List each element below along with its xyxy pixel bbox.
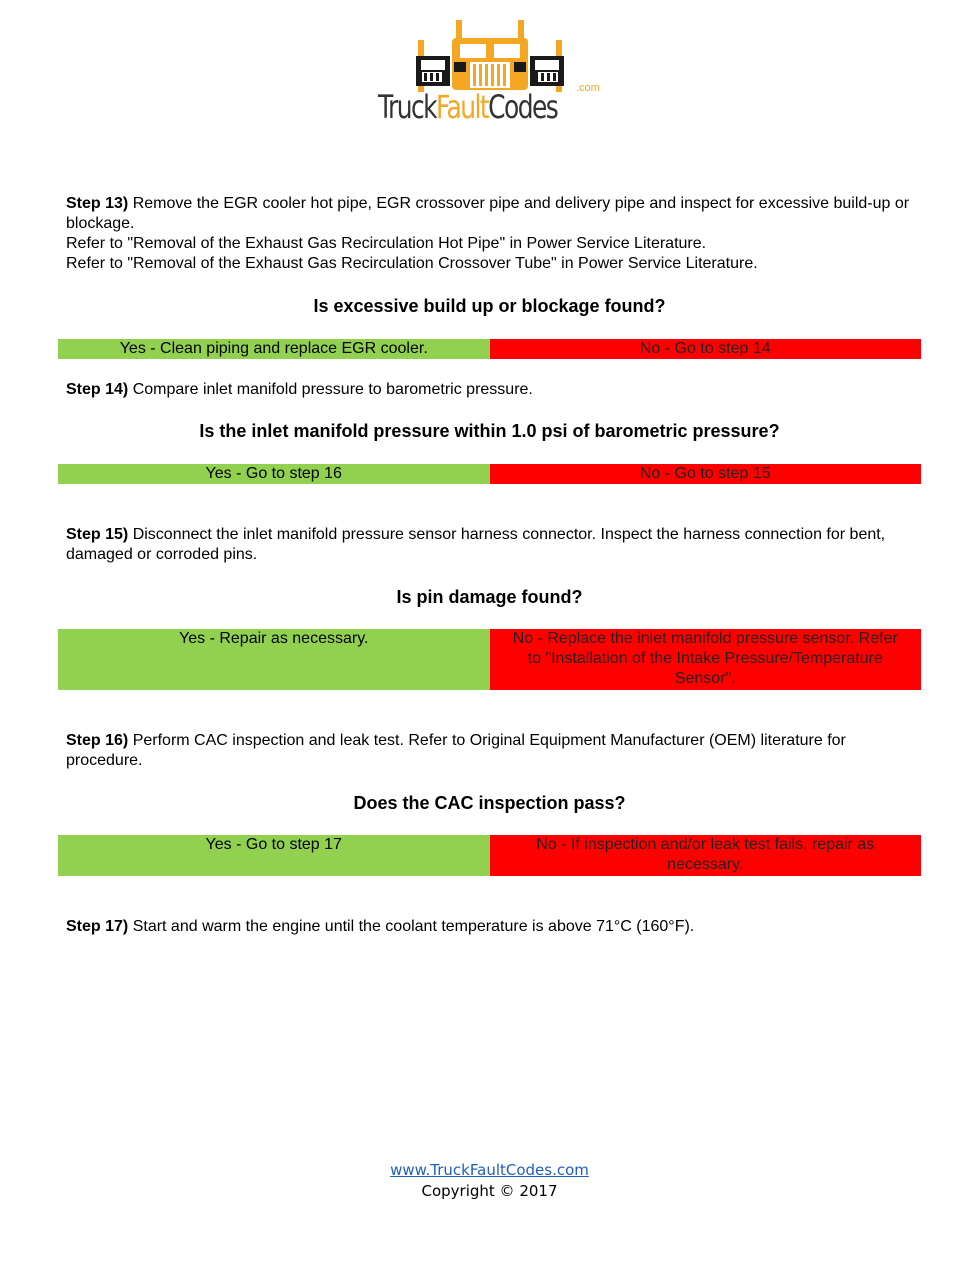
step-17-paragraph — [66, 917, 916, 937]
step-15-paragraph — [66, 525, 916, 565]
step-13-paragraph — [66, 194, 916, 274]
no-answer: No - Replace the inlet manifold pressure sensor. Refer to "Installation of the Intake Pressure/Temperature Sensor". — [490, 629, 922, 690]
no-answer: No - Go to step 15 — [490, 464, 922, 484]
step-13-answers — [58, 339, 921, 359]
step-15-answers — [58, 629, 921, 690]
yes-answer: Yes - Repair as necessary. — [58, 629, 490, 690]
step-text: Remove the EGR cooler hot pipe, EGR crossover pipe and delivery pipe and inspect for excessive build-up or blockage. — [66, 195, 910, 232]
step-label: Step 14) — [66, 381, 129, 398]
step-label: Step 13) — [66, 195, 129, 212]
step-15-question: Is pin damage found? — [396, 587, 583, 607]
step-label: Step 17) — [66, 918, 129, 935]
step-text: Compare inlet manifold pressure to barometric pressure. — [128, 381, 533, 398]
step-16-answers — [58, 835, 921, 876]
logo-wordmark: TruckFaultCodes — [378, 88, 558, 126]
no-answer: No - Go to step 14 — [490, 339, 922, 359]
yes-answer: Yes - Go to step 17 — [58, 835, 490, 876]
yes-answer: Yes - Go to step 16 — [58, 464, 490, 484]
step-label: Step 16) — [66, 732, 129, 749]
website-link[interactable]: www.TruckFaultCodes.com — [390, 1161, 589, 1179]
step-reference: Refer to "Removal of the Exhaust Gas Recirculation Hot Pipe" in Power Service Literature. — [66, 235, 707, 252]
page-footer — [0, 1160, 979, 1202]
truck-icon — [414, 20, 566, 92]
step-reference: Refer to "Removal of the Exhaust Gas Recirculation Crossover Tube" in Power Service Literature. — [66, 255, 758, 272]
step-text: Start and warm the engine until the coolant temperature is above 71°C (160°F). — [128, 918, 695, 935]
step-14-question: Is the inlet manifold pressure within 1.0 psi of barometric pressure? — [199, 421, 780, 441]
copyright-text: Copyright © 2017 — [421, 1182, 558, 1200]
step-text: Disconnect the inlet manifold pressure sensor harness connector. Inspect the harness connection for bent, damaged or corroded pins. — [66, 526, 886, 563]
step-14-paragraph — [66, 380, 916, 400]
step-label: Step 15) — [66, 526, 129, 543]
logo-domain-suffix: .com — [576, 82, 600, 94]
step-16-question: Does the CAC inspection pass? — [353, 793, 626, 813]
step-16-paragraph — [66, 731, 916, 771]
step-text: Perform CAC inspection and leak test. Refer to Original Equipment Manufacturer (OEM) literature for procedure. — [66, 732, 846, 769]
no-answer: No - If inspection and/or leak test fails, repair as necessary. — [490, 835, 922, 876]
step-13-question: Is excessive build up or blockage found? — [313, 296, 666, 316]
brand-logo — [378, 20, 602, 130]
yes-answer: Yes - Clean piping and replace EGR cooler. — [58, 339, 490, 359]
step-14-answers — [58, 464, 921, 484]
